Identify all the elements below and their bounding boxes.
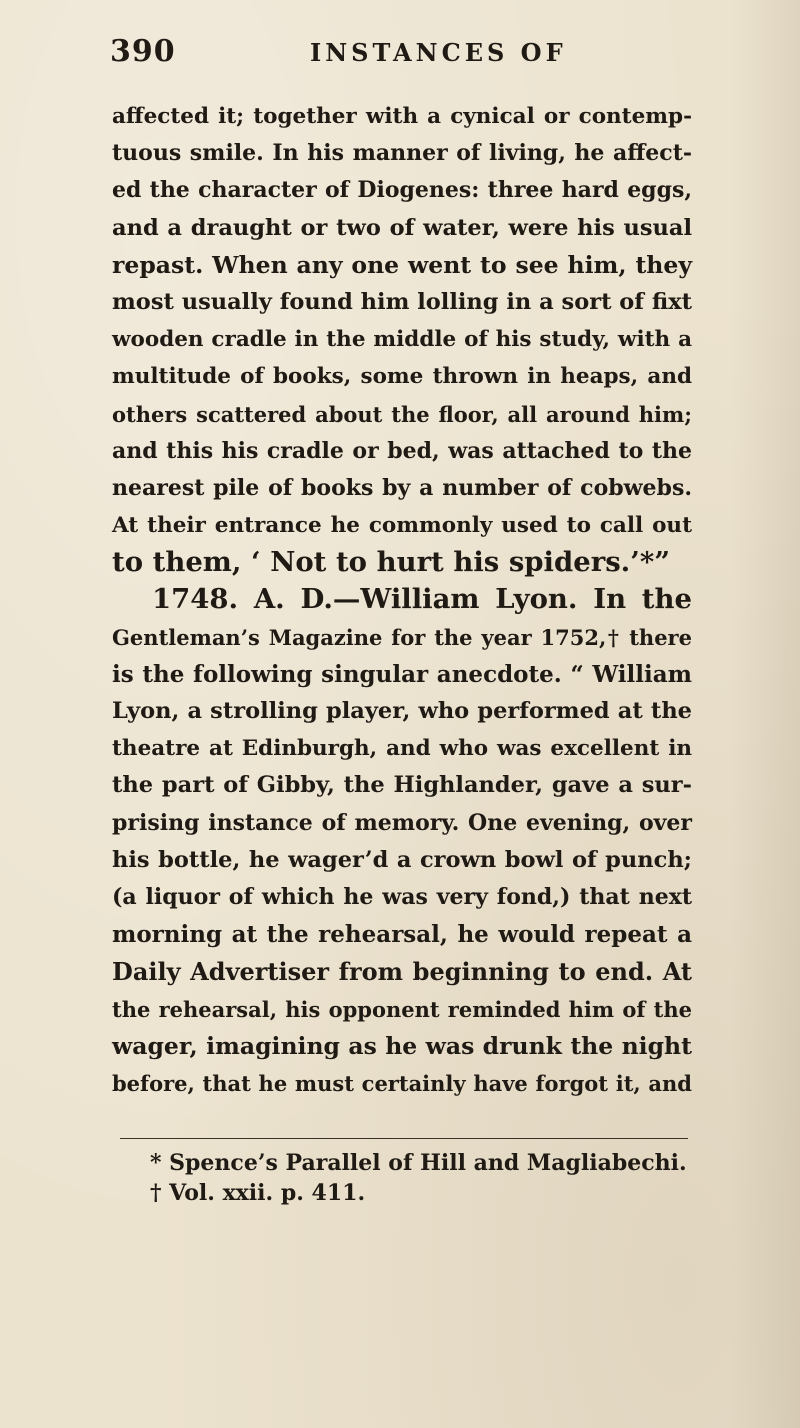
footnote-divider [120,1138,688,1139]
footnote: * Spence’s Parallel of Hill and Magliabechi. [150,1150,687,1176]
text-line: and a draught or two of water, were his usual [112,214,692,241]
text-line: before, that he must certainly have forgot it, and [112,1070,692,1096]
section-heading-line: 1748. A. D.—William Lyon. In the [152,583,692,616]
page-header [110,30,670,74]
text-line: to them, ‘ Not to hurt his spiders.’*” [112,546,671,579]
text-line: nearest pile of books by a number of cobwebs. [112,474,692,501]
footnote: † Vol. xxii. p. 411. [150,1180,366,1206]
text-line: others scattered about the floor, all around him; [112,401,692,427]
text-line: affected it; together with a cynical or contemp- [112,104,692,129]
page-edge-shadow [730,0,800,1428]
page-number: 390 [110,34,176,69]
text-line: most usually found him lolling in a sort of fixt [112,288,692,315]
text-line: is the following singular anecdote. “ William [112,660,692,688]
text-line: and this his cradle or bed, was attached to the [112,437,692,464]
text-line: the rehearsal, his opponent reminded him of the [112,996,692,1022]
text-line: theatre at Edinburgh, and who was excellent in [112,736,692,762]
running-head: INSTANCES OF [310,38,567,67]
text-line: Gentleman’s Magazine for the year 1752,† there [112,624,692,650]
text-line: multitude of books, some thrown in heaps, and [112,364,692,390]
text-line: wager, imagining as he was drunk the night [112,1031,692,1060]
body-text [112,98,692,1102]
text-line: his bottle, he wager’d a crown bowl of punch; [112,846,692,873]
text-line: Lyon, a strolling player, who performed at the [112,698,692,724]
text-line: repast. When any one went to see him, they [112,250,692,279]
text-line: tuous smile. In his manner of living, he affect- [112,140,692,167]
text-line: wooden cradle in the middle of his study, with a [112,327,692,353]
text-line: Daily Advertiser from beginning to end. At [112,957,692,987]
footnotes [150,1148,690,1208]
text-line: ed the character of Diogenes: three hard eggs, [112,177,692,204]
text-line: prising instance of memory. One evening, over [112,809,692,836]
text-line: the part of Gibby, the Highlander, gave a sur- [112,772,692,799]
text-line: At their entrance he commonly used to call out [112,513,692,539]
text-line: (a liquor of which he was very fond,) that next [112,883,692,910]
text-line: morning at the rehearsal, he would repeat a [112,921,692,949]
